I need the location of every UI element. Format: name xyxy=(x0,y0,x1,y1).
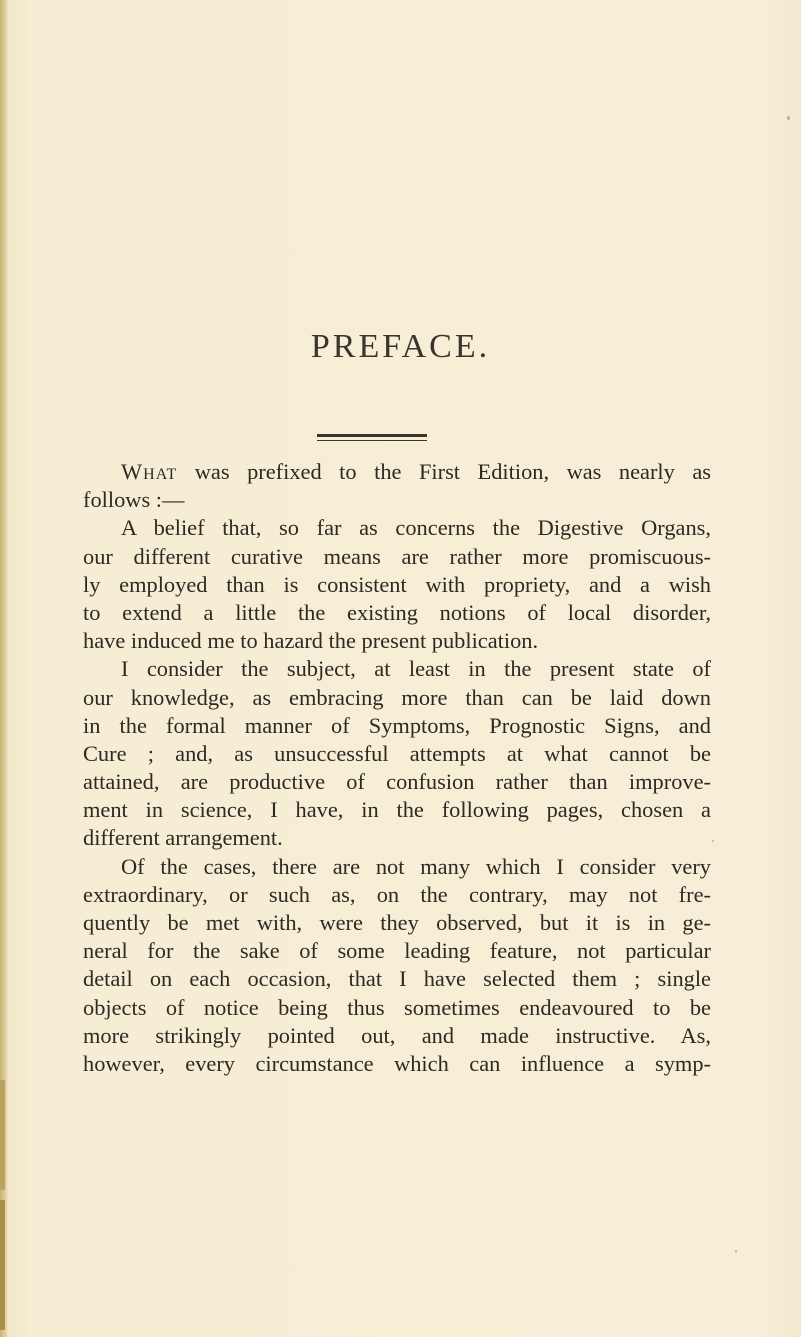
text-line: Cure ; and, as unsuccessful attempts at what cannot be xyxy=(83,740,711,766)
title-rule xyxy=(317,440,427,441)
text-line: however, every circumstance which can influence a symp- xyxy=(83,1050,711,1076)
lead-word: What xyxy=(121,459,178,484)
text-line: more strikingly pointed out, and made instructive. As, xyxy=(83,1022,711,1048)
preface-text xyxy=(83,458,711,1078)
text-line: our different curative means are rather more promiscuous- xyxy=(83,543,711,569)
text-line: to extend a little the existing notions of local disorder, xyxy=(83,599,711,625)
text-line: ment in science, I have, in the following pages, chosen a xyxy=(83,797,711,823)
text-line: different arrangement. xyxy=(83,825,283,851)
text-line: follows :— xyxy=(83,487,185,513)
text-line: have induced me to hazard the present publication. xyxy=(83,628,539,654)
text-line: detail on each occasion, that I have selected them ; single xyxy=(83,966,711,992)
text-line: ly employed than is consistent with propriety, and a wish xyxy=(83,571,711,597)
text-line: I consider the subject, at least in the present state of xyxy=(121,656,711,682)
text-line: A belief that, so far as concerns the Digestive Organs, xyxy=(121,515,711,541)
text-line: extraordinary, or such as, on the contrary, may not fre- xyxy=(83,881,711,907)
paper-speck xyxy=(735,1250,737,1253)
text-line: our knowledge, as embracing more than can be laid down xyxy=(83,684,711,710)
page-title: PREFACE. xyxy=(310,328,491,365)
text-line: attained, are productive of confusion rather than improve- xyxy=(83,769,711,795)
binding-stain xyxy=(0,1080,5,1190)
text-line: quently be met with, were they observed, but it is in ge- xyxy=(83,910,711,935)
text-line: Of the cases, there are not many which I consider very xyxy=(121,853,711,879)
title-rule xyxy=(317,434,427,437)
text-line: objects of notice being thus sometimes endeavoured to be xyxy=(83,994,711,1020)
paper-speck xyxy=(712,840,714,842)
text-line: neral for the sake of some leading feature, not particular xyxy=(83,938,711,964)
text-line: What was prefixed to the First Edition, was nearly as xyxy=(121,459,711,484)
text-line: in the formal manner of Symptoms, Prognostic Signs, and xyxy=(83,712,711,738)
paper-speck xyxy=(787,116,790,120)
binding-stain xyxy=(0,1200,5,1330)
